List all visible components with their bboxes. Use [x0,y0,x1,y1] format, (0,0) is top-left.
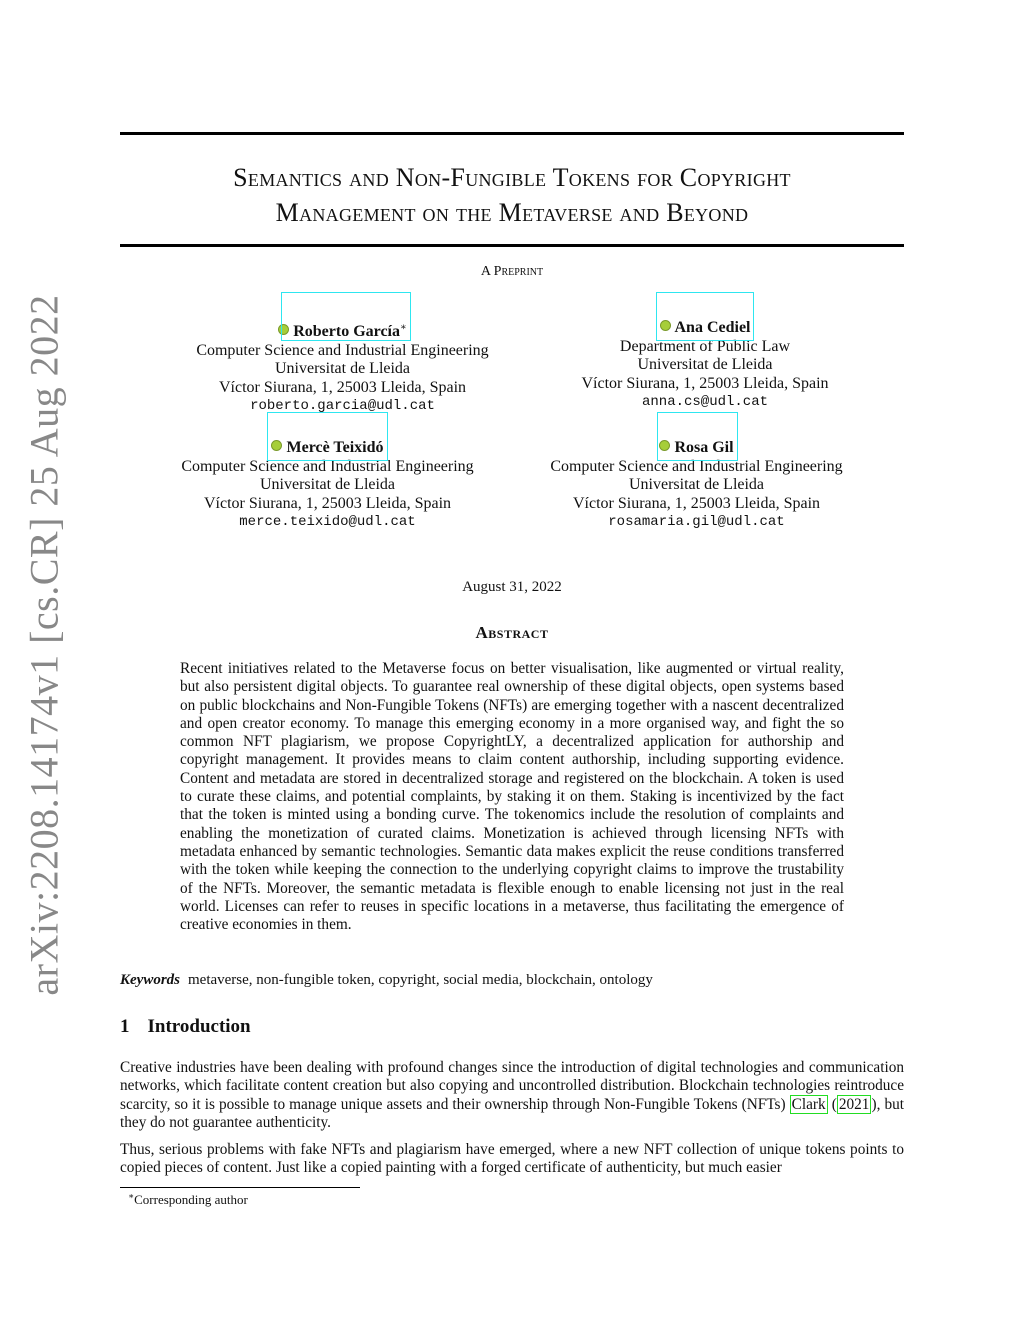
author-email[interactable]: merce.teixido@udl.cat [239,514,416,530]
title-top-rule [120,132,904,135]
preprint-label: A Preprint [480,264,544,279]
title-line-1: Semantics and Non-Fungible Tokens for Copyright [233,163,791,192]
author-affiliation: Department of Public Law [619,337,791,355]
citation-link[interactable]: Clark [791,1095,826,1113]
section-title: Introduction [147,1016,251,1037]
author-affiliation: Computer Science and Industrial Engineering [550,457,843,475]
author-name-link[interactable]: Rosa Gil [659,439,733,458]
corresponding-marker: ∗ [400,322,407,333]
footnote-rule [120,1187,360,1188]
author-address: Víctor Siurana, 1, 25003 Lleida, Spain [572,494,821,512]
title-bottom-rule [120,244,904,247]
keywords-label: Keywords [120,972,180,988]
author-affiliation: Computer Science and Industrial Engineering [181,457,474,475]
keywords-line [120,972,653,989]
author-link-box[interactable] [281,292,411,341]
footnote [128,1191,248,1208]
author-affiliation: Computer Science and Industrial Engineering [196,341,489,359]
footnote-marker: ∗ [128,1191,135,1201]
paper-title [120,160,904,230]
author-link-box[interactable] [656,292,754,341]
author-institution: Universitat de Lleida [628,476,765,493]
title-line-2: Management on the Metaverse and Beyond [275,198,749,227]
author-institution: Universitat de Lleida [259,476,396,493]
footnote-text: Corresponding author [134,1192,248,1207]
intro-paragraph-1: Creative industries have been dealing with profound changes since the introduction of digital technologies and communication networks, which facilitate content creation but also copying and uncontrolled distribution. Blockchain technologies reintroduce scarcity, so it is possible to manage unique assets and their ownership through Non-Fungible Tokens (NFTs) Clark ( 2021 ), but they do not guarantee authenticity. [120,1059,905,1131]
section-number: 1 [120,1016,130,1037]
author-email[interactable]: rosamaria.gil@udl.cat [608,514,785,530]
arxiv-stamp: arXiv:2208.14174v1 [cs.CR] 25 Aug 2022 [21,294,67,996]
author-email[interactable]: anna.cs@udl.cat [641,394,769,410]
intro-paragraph-2: Thus, serious problems with fake NFTs and plagiarism have emerged, where a new NFT collection of unique tokens points to copied pieces of content. Just like a copied painting with a forged certificate of authenticity, but much easier [120,1141,904,1177]
author-name-link[interactable]: Roberto García∗ [278,319,407,342]
citation-year-link[interactable]: 2021 [838,1095,870,1113]
author-address: Víctor Siurana, 1, 25003 Lleida, Spain [581,374,829,392]
author-name-link[interactable]: Mercè Teixidó [271,439,383,458]
author-link-box[interactable] [657,412,738,461]
author-institution: Universitat de Lleida [274,360,411,377]
keywords-list: metaverse, non-fungible token, copyright, social media, blockchain, ontology [188,972,653,988]
author-address: Víctor Siurana, 1, 25003 Lleida, Spain [218,378,467,396]
author-address: Víctor Siurana, 1, 25003 Lleida, Spain [203,494,452,512]
author-email[interactable]: roberto.garcia@udl.cat [250,398,435,414]
author-link-box[interactable] [267,412,388,461]
author-institution: Universitat de Lleida [637,356,773,373]
abstract-heading: Abstract [475,623,549,642]
abstract-text: Recent initiatives related to the Metaverse focus on better visualisation, like augmented or virtual reality, but also persistent digital objects. To guarantee real ownership of these digital objects, open systems based on public blockchains and Non-Fungible Tokens (NFTs) are emerging together with a nascent decentralized and open creator economy. To manage this emerging economy in a more organised way, and fight the so common NFT plagiarism, we propose CopyrightLY, a decentralized application for authorship and copyright management. It provides means to claim content authorship, including supporting evidence. Content and metadata are stored in decentralized storage and registered on the blockchain. A token is used to curate these claims, and potential complaints, by staking it on them. Staking is incentivized by the fact that the token is minted using a bonding curve. The tokenomics include the resolution of complaints and enabling the monetization of curated claims. Monetization is achieved through licensing NFTs with metadata enhanced by semantic technologies. Semantic data makes explicit the reuse conditions transferred with the token while keeping the connection to the underlying copyright claims to improve the trustability of the NFTs. Moreover, the semantic metadata is flexible enough to enable licensing not just in the real world. Licenses can refer to reuses in specific locations in a metaverse, thus facilitating the emergence of creative economies in them. [180,660,844,934]
section-heading [120,1016,251,1038]
author-name-link[interactable]: Ana Cediel [660,319,751,338]
paper-date: August 31, 2022 [462,579,562,595]
